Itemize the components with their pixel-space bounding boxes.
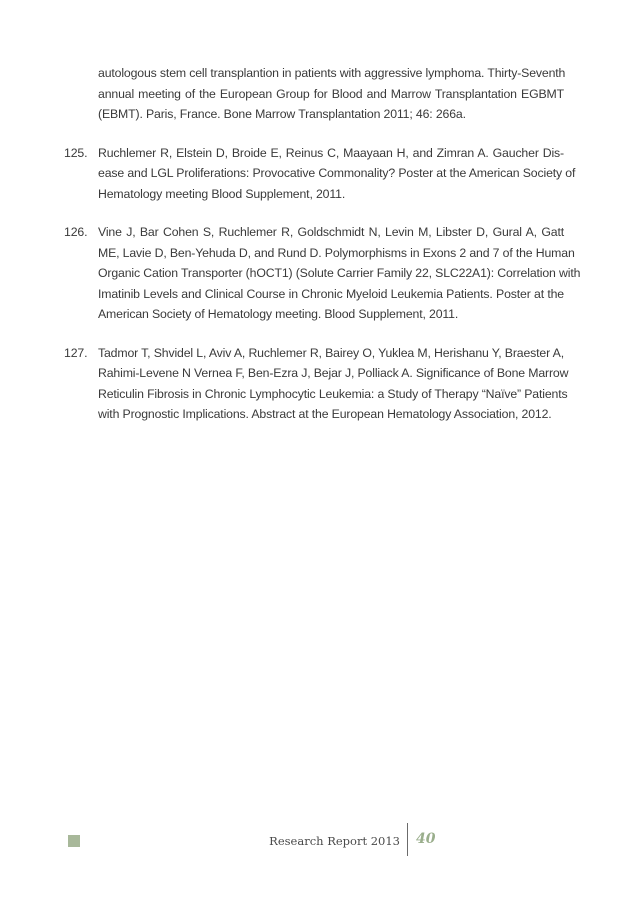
page-number: 40 [416, 831, 436, 847]
reference-line [64, 343, 564, 364]
reference-line [64, 104, 564, 125]
footer-divider [407, 823, 408, 856]
reference-text: Reticulin Fibrosis in Chronic Lymphocytic Leukemia: a Study of Therapy “Naïve” Patients [98, 386, 568, 401]
reference-number: 125. [64, 145, 88, 160]
reference-line [64, 143, 564, 164]
reference-number: 126. [64, 225, 88, 239]
reference-line [64, 304, 564, 325]
reference-text: ease and LGL Proliferations: Provocative Commonality? Poster at the American Society of [98, 166, 576, 180]
reference-line [64, 84, 564, 105]
footer-report-title: Research Report 2013 [269, 834, 400, 848]
reference-line [64, 222, 564, 243]
reference-line [64, 263, 581, 284]
reference-text: Imatinib Levels and Clinical Course in Chronic Myeloid Leukemia Patients. Poster at the [98, 286, 564, 301]
reference-line [64, 184, 564, 205]
reference-text: Organic Cation Transporter (hOCT1) (Solute Carrier Family 22, SLC22A1): Correlation with [98, 266, 581, 280]
reference-list [64, 63, 581, 443]
reference-text: Tadmor T, Shvidel L, Aviv A, Ruchlemer R, Bairey O, Yuklea M, Herishanu Y, Braester A, [98, 345, 564, 360]
footer-square-icon [68, 835, 80, 847]
reference-text: annual meeting of the European Group for Blood and Marrow Transplantation EGBMT [98, 86, 564, 101]
reference-line [64, 384, 568, 405]
reference-text: with Prognostic Implications. Abstract at the European Hematology Association, 2012. [98, 407, 552, 421]
reference-text: autologous stem cell transplantion in patients with aggressive lymphoma. Thirty-Seventh [98, 66, 566, 80]
reference-continued [64, 63, 564, 125]
reference-line [64, 243, 575, 264]
reference-125 [64, 143, 576, 205]
reference-text: (EBMT). Paris, France. Bone Marrow Transplantation 2011; 46: 266a. [98, 107, 466, 121]
reference-text: Ruchlemer R, Elstein D, Broide E, Reinus C, Maayaan H, and Zimran A. Gaucher Dis- [98, 145, 564, 160]
reference-line [64, 284, 564, 305]
reference-text: Vine J, Bar Cohen S, Ruchlemer R, Goldschmidt N, Levin M, Libster D, Gural A, Gatt [98, 225, 564, 239]
reference-text: Rahimi-Levene N Vernea F, Ben-Ezra J, Bejar J, Polliack A. Significance of Bone Marrow [98, 366, 569, 380]
reference-line [64, 363, 569, 384]
reference-126 [64, 222, 581, 325]
reference-text: Hematology meeting Blood Supplement, 2011. [98, 186, 346, 201]
reference-text: American Society of Hematology meeting. Blood Supplement, 2011. [98, 307, 459, 321]
reference-number: 127. [64, 345, 88, 360]
reference-line [64, 63, 564, 84]
reference-line [64, 404, 564, 425]
reference-text: ME, Lavie D, Ben-Yehuda D, and Rund D. Polymorphisms in Exons 2 and 7 of the Human [98, 245, 575, 260]
reference-line [64, 163, 576, 184]
reference-127 [64, 343, 569, 425]
